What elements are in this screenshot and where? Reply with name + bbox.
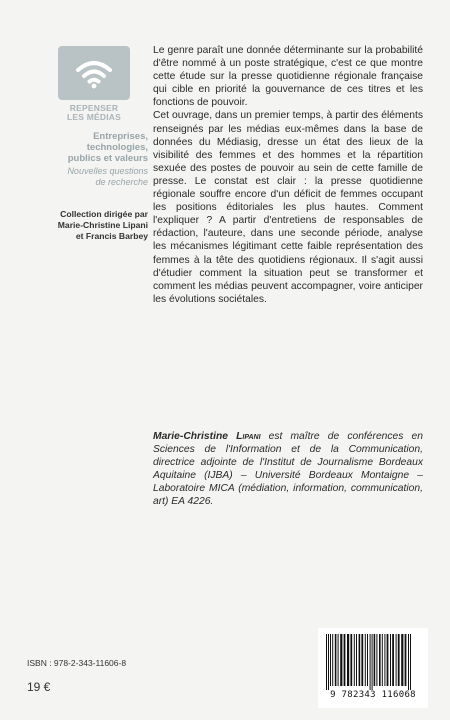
author-bio (153, 430, 423, 509)
series-note-line: de recherche (95, 177, 148, 187)
summary-paragraph: Le genre paraît une donnée déterminante sur la probabilité d'être nommé à un poste stratégique, c'est ce que montre cette étude sur la presse quotidienne régionale française qui cible en priorité la gouvernance de ces titres et les fonctions de pouvoir. (153, 45, 423, 109)
author-first-name: Marie-Christine (153, 431, 228, 442)
collection-title (67, 104, 121, 122)
price: 19 € (27, 680, 51, 694)
collection-subtitle (20, 131, 148, 188)
barcode-bars (318, 628, 428, 690)
book-summary (153, 44, 423, 306)
series-note-line: Nouvelles questions (67, 166, 148, 176)
subtitle-line: technologies, (86, 142, 148, 153)
collection-title-line1: REPENSER (69, 103, 119, 113)
collection-logo (58, 46, 130, 122)
directors-line: et Francis Barbey (75, 231, 148, 241)
directors-line: Marie-Christine Lipani (57, 220, 148, 230)
subtitle-line: publics et valeurs (67, 153, 148, 164)
barcode (318, 628, 428, 708)
author-last-name: Lipani (236, 431, 261, 442)
isbn: ISBN : 978-2-343-11606-8 (27, 658, 127, 668)
wifi-icon (58, 46, 130, 100)
directors-line: Collection dirigée par (60, 209, 148, 219)
barcode-number: 9 782343 116068 (330, 690, 416, 700)
collection-title-line2: LES MÉDIAS (67, 112, 121, 122)
subtitle-line: Entreprises, (93, 131, 148, 142)
summary-paragraph: Cet ouvrage, dans un premier temps, à partir des éléments renseignés par les médias eux-mêmes dans la base de données du Médiasig, dresse un état des lieux de la visibilité des femmes et des hommes et la répartition sexuée des postes de pouvoir au sein de cette famille de presse. Le constat est clair : la presse quotidienne régionale souffre encore d'un déficit de femmes occupant les positions éditoriales les plus hautes. Comment l'expliquer ? A partir d'entretiens de responsables de rédaction, l'auteure, dans une seconde période, analyse les mécanismes légitimant cette faible représentation des femmes à la tête des quotidiens régionaux. Il s'agit aussi d'étudier comment la situation peut se transformer et comment les médias peuvent accompagner, voire anticiper les évolutions sociétales. (153, 110, 423, 305)
author-bio-text: est maître de conférences en Sciences de l'Information et de la Communication, directrice adjointe de l'Institut de Journalisme Bordeaux Aquitaine (IJBA) – Université Bordeaux Montaigne – Laboratoire MICA (médiation, information, communication, art) EA 4226. (153, 431, 423, 508)
collection-directors (20, 209, 148, 242)
